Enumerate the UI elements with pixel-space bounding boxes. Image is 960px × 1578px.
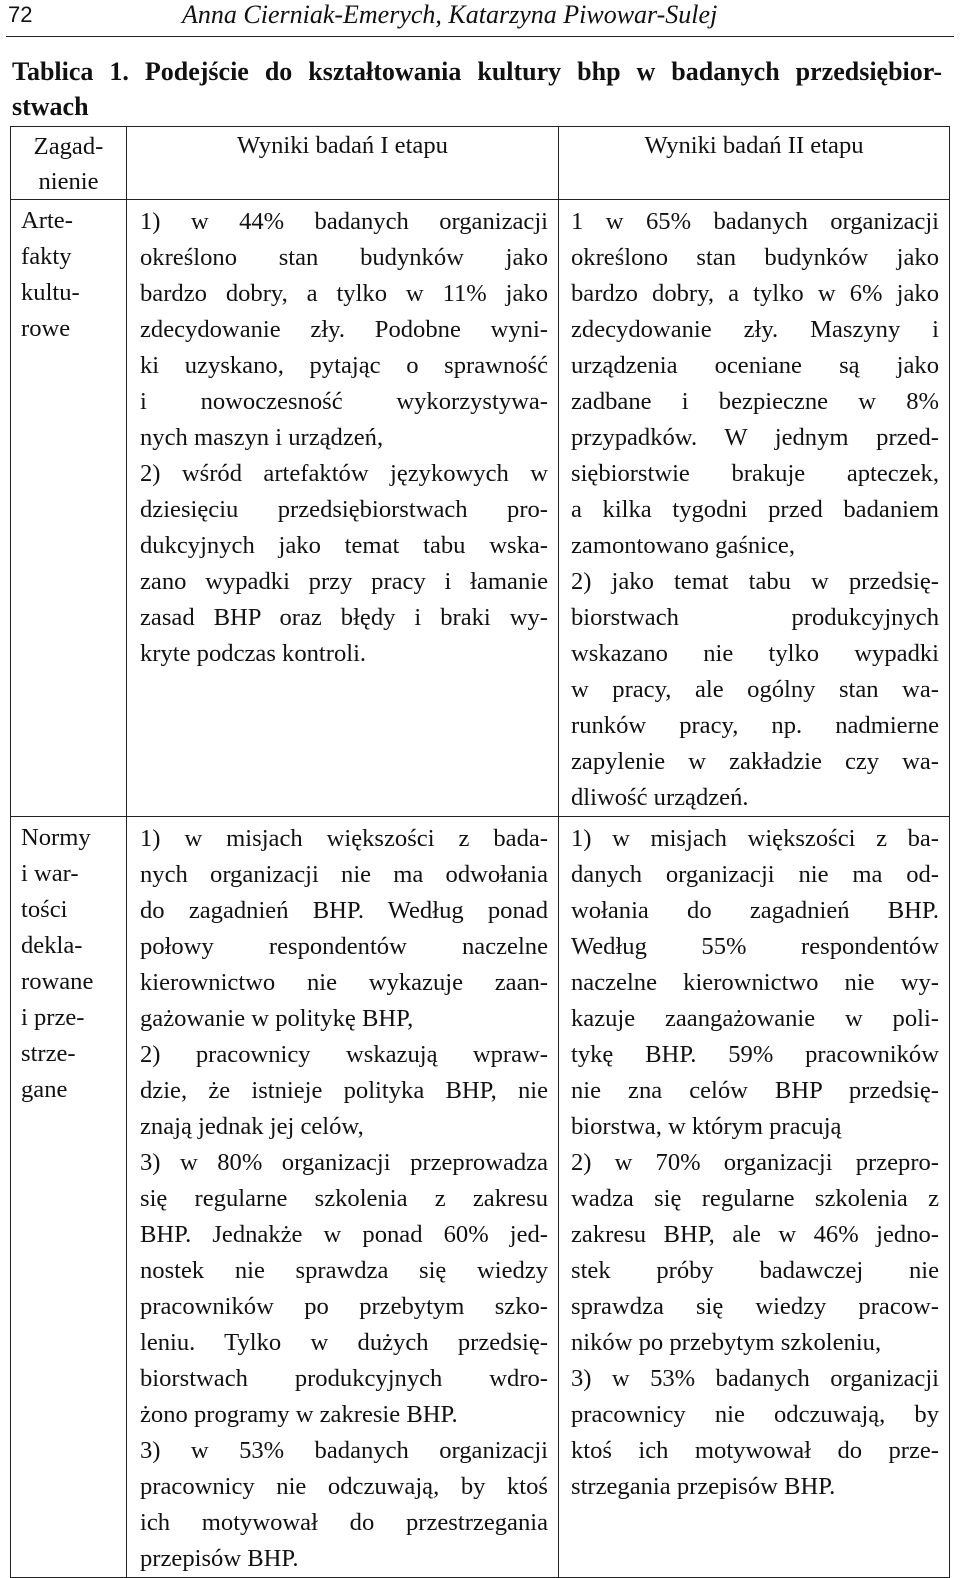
text-line: 2) wśród artefaktów językowych w xyxy=(140,460,548,487)
text-line: nych maszyn i urządzeń, xyxy=(140,424,384,451)
text-line: w pracy, ale ogólny stan wa- xyxy=(571,676,939,703)
text-line: zano wypadki przy pracy i łamanie xyxy=(140,568,548,595)
text-line: nostek nie sprawdza się wiedzy xyxy=(140,1257,548,1284)
text-line: zasad BHP oraz błędy i braki wy- xyxy=(140,604,548,631)
text-line: żono programy w zakresie BHP. xyxy=(140,1401,458,1428)
text-line: zamontowano gaśnice, xyxy=(571,532,795,559)
row-topic xyxy=(11,200,127,817)
text-line: połowy respondentów naczelne xyxy=(140,933,548,960)
text-line: danych organizacji nie ma od- xyxy=(571,861,939,888)
text-line: 1) w 44% badanych organizacji xyxy=(140,208,548,235)
text-line: kryte podczas kontroli. xyxy=(140,640,367,667)
topic-line: i war- xyxy=(21,860,79,887)
text-line: pracownicy nie odczuwają, by ktoś xyxy=(140,1473,548,1500)
text-line: 2) w 70% organizacji przepro- xyxy=(571,1149,939,1176)
text-line: Według 55% respondentów xyxy=(571,933,939,960)
text-line: 2) jako temat tabu w przedsię- xyxy=(571,568,939,595)
header-topic-line: nienie xyxy=(38,168,99,195)
text-line: biorstwach produkcyjnych wdro- xyxy=(140,1365,548,1392)
text-line: kazuje zaangażowanie w poli- xyxy=(571,1005,939,1032)
text-line: nie zna celów BHP przedsię- xyxy=(571,1077,939,1104)
text-line: dukcyjnych jako temat tabu wska- xyxy=(140,532,548,559)
text-line: runków pracy, np. nadmierne xyxy=(571,712,939,739)
table-header-row xyxy=(11,127,950,200)
stage1-cell xyxy=(127,817,559,1578)
header-stage1: Wyniki badań I etapu xyxy=(127,127,559,200)
text-line: sprawdza się wiedzy pracow- xyxy=(571,1293,939,1320)
text-line: strzegania przepisów BHP. xyxy=(571,1473,836,1500)
text-line: 1) w misjach większości z bada- xyxy=(140,825,548,852)
topic-line: kultu- xyxy=(21,279,80,306)
topic-line: dekla- xyxy=(21,932,83,959)
text-line: bardzo dobry, a tylko w 6% jako xyxy=(571,280,939,307)
text-line: BHP. Jednakże w ponad 60% jed- xyxy=(140,1221,548,1248)
caption-line: stwach xyxy=(12,92,89,121)
text-line: określono stan budynków jako xyxy=(571,244,939,271)
text-line: wołania do zagadnień BHP. xyxy=(571,897,939,924)
text-line: 3) w 53% badanych organizacji xyxy=(140,1437,548,1464)
text-line: i nowoczesność wykorzystywa- xyxy=(140,388,548,415)
text-line: do zagadnień BHP. Według ponad xyxy=(140,897,548,924)
text-line: 3) w 80% organizacji przeprowadza xyxy=(140,1149,548,1176)
table-row xyxy=(11,200,950,817)
text-line: się regularne szkolenia z zakresu xyxy=(140,1185,548,1212)
text-line: ich motywował do przestrzegania xyxy=(140,1509,548,1536)
text-line: ktoś ich motywował do prze- xyxy=(571,1437,939,1464)
results-table xyxy=(10,126,950,1578)
text-line: zakresu BHP, ale w 46% jedno- xyxy=(571,1221,939,1248)
header-topic-line: Zagad- xyxy=(33,133,104,160)
text-line: dliwość urządzeń. xyxy=(571,784,749,811)
text-line: stek próby badawczej nie xyxy=(571,1257,939,1284)
running-header xyxy=(6,0,954,37)
text-line: dziesięciu przedsiębiorstwach pro- xyxy=(140,496,548,523)
text-line: a kilka tygodni przed badaniem xyxy=(571,496,939,523)
text-line: 2) pracownicy wskazują wpraw- xyxy=(140,1041,548,1068)
text-line: ników po przebytym szkoleniu, xyxy=(571,1329,882,1356)
text-line: bardzo dobry, a tylko w 11% jako xyxy=(140,280,548,307)
text-line: zadbane i bezpieczne w 8% xyxy=(571,388,939,415)
topic-line: Normy xyxy=(21,824,91,851)
text-line: ki uzyskano, pytając o sprawność xyxy=(140,352,548,379)
text-line: przypadków. W jednym przed- xyxy=(571,424,939,451)
topic-line: tości xyxy=(21,896,68,923)
header-topic xyxy=(11,127,127,200)
stage2-cell xyxy=(559,817,950,1578)
header-stage2: Wyniki badań II etapu xyxy=(559,127,950,200)
text-line: zdecydowanie zły. Maszyny i xyxy=(571,316,939,343)
text-line: określono stan budynków jako xyxy=(140,244,548,271)
text-line: przepisów BHP. xyxy=(140,1545,299,1572)
text-line: pracownicy nie odczuwają, by xyxy=(571,1401,939,1428)
topic-line: fakty xyxy=(21,243,72,270)
topic-line: i prze- xyxy=(21,1004,85,1031)
text-line: biorstwa, w którym pracują xyxy=(571,1113,842,1140)
topic-line: strze- xyxy=(21,1040,76,1067)
page-number: 72 xyxy=(8,2,33,27)
text-line: 1) w misjach większości z ba- xyxy=(571,825,939,852)
text-line: znają jednak jej celów, xyxy=(140,1113,364,1140)
text-line: naczelne kierownictwo nie wy- xyxy=(571,969,939,996)
text-line: pracowników po przebytym szko- xyxy=(140,1293,548,1320)
caption-line: Tablica 1. Podejście do kształtowania kultury bhp w badanych przedsiębior- xyxy=(12,57,942,86)
text-line: 1 w 65% badanych organizacji xyxy=(571,208,939,235)
text-line: nych organizacji nie ma odwołania xyxy=(140,861,548,888)
stage1-cell xyxy=(127,200,559,817)
row-topic xyxy=(11,817,127,1578)
text-line: zapylenie w zakładzie czy wa- xyxy=(571,748,939,775)
text-line: tykę BHP. 59% pracowników xyxy=(571,1041,939,1068)
table-row xyxy=(11,817,950,1578)
text-line: wskazano nie tylko wypadki xyxy=(571,640,939,667)
text-line: wadza się regularne szkolenia z xyxy=(571,1185,939,1212)
running-head-authors: Anna Cierniak-Emerych, Katarzyna Piwowar-Sulej xyxy=(182,0,718,29)
text-line: kierownictwo nie wykazuje zaan- xyxy=(140,969,548,996)
topic-line: Arte- xyxy=(21,207,73,234)
text-line: leniu. Tylko w dużych przedsię- xyxy=(140,1329,548,1356)
text-line: biorstwach produkcyjnych xyxy=(571,604,939,631)
text-line: dzie, że istnieje polityka BHP, nie xyxy=(140,1077,548,1104)
topic-line: rowe xyxy=(21,315,71,342)
text-line: zdecydowanie zły. Podobne wyni- xyxy=(140,316,548,343)
table-caption xyxy=(12,54,942,124)
text-line: gażowanie w politykę BHP, xyxy=(140,1005,414,1032)
text-line: siębiorstwie brakuje apteczek, xyxy=(571,460,939,487)
text-line: 3) w 53% badanych organizacji xyxy=(571,1365,939,1392)
topic-line: rowane xyxy=(21,968,94,995)
stage2-cell xyxy=(559,200,950,817)
topic-line: gane xyxy=(21,1076,68,1103)
text-line: urządzenia oceniane są jako xyxy=(571,352,939,379)
